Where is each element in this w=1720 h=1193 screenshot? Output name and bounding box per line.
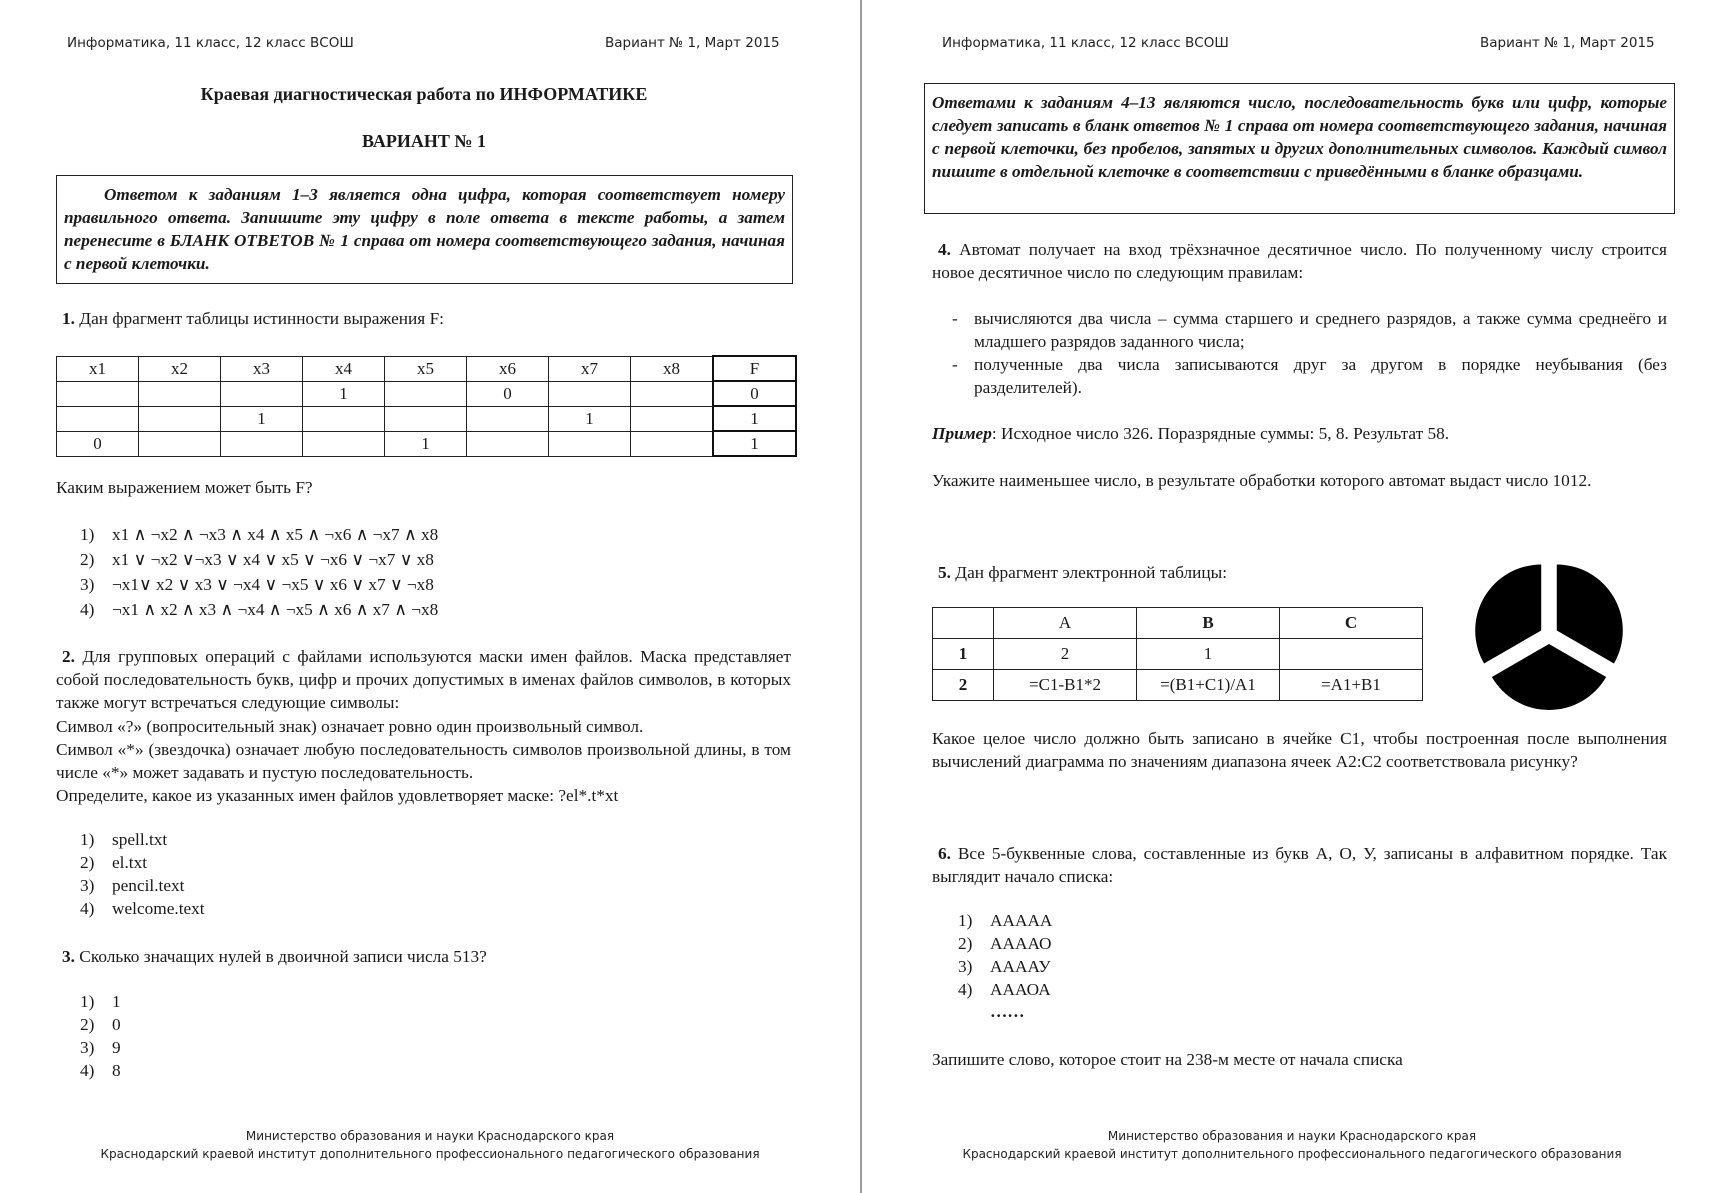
right-page — [864, 0, 1720, 1193]
cell — [139, 431, 221, 456]
th-x1: x1 — [57, 356, 139, 381]
pie-slice-3 — [1475, 565, 1541, 664]
cell-c1 — [1280, 639, 1423, 670]
q6-option-1: 1) ААААА — [958, 911, 1053, 930]
table-row — [933, 670, 1423, 701]
table-row — [57, 406, 797, 431]
q4-example-text: : Исходное число 326. Поразрядные суммы: 5, 8. Результат 58. — [991, 424, 1450, 443]
cell-c2: =A1+B1 — [1280, 670, 1423, 701]
q5-text — [938, 561, 1227, 584]
instruction-box — [924, 83, 1675, 214]
q1-stem: Дан фрагмент таблицы истинности выражения F: — [79, 309, 444, 328]
q1-text — [62, 307, 444, 330]
q2-symbol-question: Символ «?» (вопросительный знак) означает ровно один произвольный символ. — [56, 717, 644, 736]
q1-option-1: 1) x1 ∧ ¬x2 ∧ ¬x3 ∧ x4 ∧ x5 ∧ ¬x6 ∧ ¬x7 ∧ x8 — [80, 525, 439, 544]
page-title: Краевая диагностическая работа по ИНФОРМАТИКЕ — [200, 84, 648, 104]
page-divider — [860, 0, 862, 1193]
header-left: Информатика, 11 класс, 12 класс ВСОШ — [67, 35, 354, 51]
q2-text — [56, 645, 791, 714]
th-f: F — [713, 356, 796, 381]
cell — [139, 381, 221, 406]
cell: 1 — [221, 406, 303, 431]
q6-option-4: 4) АААОА — [958, 980, 1051, 999]
th-x5: x5 — [385, 356, 467, 381]
cell: 1 — [303, 381, 385, 406]
q6-number: 6. — [938, 844, 951, 863]
q2-stem: Для групповых операций с файлами используются маски имен файлов. Маска представляет собой последовательность букв, цифр и прочих допустимых в именах файлов символов, в которых также могут встречаться следующие символы: — [56, 647, 791, 712]
cell — [139, 406, 221, 431]
truth-table-header — [57, 356, 797, 381]
corner-cell — [933, 608, 994, 639]
q4-stem: Автомат получает на вход трёхзначное десятичное число. По полученному числу строится новое десятичное число по следующим правилам: — [932, 240, 1668, 282]
cell: 1 — [549, 406, 631, 431]
row-number: 2 — [933, 670, 994, 701]
cell — [303, 406, 385, 431]
th-x4: x4 — [303, 356, 385, 381]
q6-stem: Все 5-буквенные слова, составленные из букв А, О, У, записаны в алфавитном порядке. Так выглядит начало списка: — [932, 844, 1667, 886]
pie-chart — [1474, 560, 1624, 710]
cell — [385, 381, 467, 406]
q3-option-3: 3) 9 — [80, 1038, 121, 1057]
footer-line-1: Министерство образования и науки Краснодарского края — [245, 1129, 615, 1143]
cell — [221, 381, 303, 406]
cell — [549, 431, 631, 456]
cell: 0 — [467, 381, 549, 406]
q5-number: 5. — [938, 563, 951, 582]
q3-text — [62, 945, 487, 968]
cell-f: 1 — [713, 431, 796, 456]
q6-text — [932, 842, 1667, 888]
q4-bullet-1: - вычисляются два числа – сумма старшего и среднего разрядов, а также сумма среднеёго и младшего разрядов заданного числа; — [952, 309, 1667, 351]
instruction-box — [56, 175, 793, 284]
th-x2: x2 — [139, 356, 221, 381]
cell — [57, 381, 139, 406]
q4-text — [932, 238, 1667, 284]
table-row — [933, 639, 1423, 670]
truth-table — [56, 355, 797, 457]
table-row — [57, 381, 797, 406]
q3-number: 3. — [62, 947, 75, 966]
col-b-header: B — [1137, 608, 1280, 639]
q5-question: Какое целое число должно быть записано в ячейке С1, чтобы построенная после выполнения вычислений диаграмма по значениям диапазона ячеек A2:C2 соответствовала рисунку? — [932, 729, 1667, 771]
cell — [221, 431, 303, 456]
cell: 1 — [385, 431, 467, 456]
spreadsheet-header — [933, 608, 1423, 639]
instruction-text: Ответом к заданиям 1–3 является одна цифра, которая соответствует номеру правильного ответа. Запишите эту цифру в поле ответа в тексте работы, а затем перенесите в БЛАНК ОТВЕТОВ № 1 справа от номера соответствующего задания, начиная с первой клеточки. — [64, 185, 785, 273]
q1-option-3: 3) ¬x1∨ x2 ∨ x3 ∨ ¬x4 ∨ ¬x5 ∨ x6 ∨ x7 ∨ ¬x8 — [80, 575, 434, 594]
q6-option-2: 2) ААААО — [958, 934, 1052, 953]
header-right: Вариант № 1, Март 2015 — [605, 35, 780, 51]
col-a-header: A — [994, 608, 1137, 639]
q6-question: Запишите слово, которое стоит на 238-м месте от начала списка — [932, 1050, 1403, 1069]
row-number: 1 — [933, 639, 994, 670]
th-x7: x7 — [549, 356, 631, 381]
q2-option-3: 3) pencil.text — [80, 876, 185, 895]
q1-number: 1. — [62, 309, 75, 328]
cell-b2: =(B1+C1)/A1 — [1137, 670, 1280, 701]
q2-option-1: 1) spell.txt — [80, 830, 168, 849]
q2-number: 2. — [62, 647, 75, 666]
th-x8: x8 — [631, 356, 714, 381]
col-c-header: C — [1280, 608, 1423, 639]
cell — [303, 431, 385, 456]
pie-slice-2 — [1492, 644, 1606, 710]
footer-line-2: Краснодарский краевой институт дополнительного профессионального педагогического образования — [962, 1147, 1622, 1161]
q3-stem: Сколько значащих нулей в двоичной записи числа 513? — [79, 947, 487, 966]
q4-bullet-2: - полученные два числа записываются друг за другом в порядке неубывания (без разделителей). — [952, 355, 1667, 397]
q1-question: Каким выражением может быть F? — [56, 478, 313, 497]
q4-example — [932, 422, 1449, 445]
q4-example-label: Пример — [932, 424, 992, 443]
q4-question: Укажите наименьшее число, в результате обработки которого автомат выдаст число 1012. — [932, 471, 1592, 490]
q2-option-4: 4) welcome.text — [80, 899, 205, 918]
q4-number: 4. — [938, 240, 951, 259]
q6-ellipsis: …… — [990, 1002, 1025, 1021]
q5-stem: Дан фрагмент электронной таблицы: — [955, 563, 1228, 582]
q1-option-2: 2) x1 ∨ ¬x2 ∨¬x3 ∨ x4 ∨ x5 ∨ ¬x6 ∨ ¬x7 ∨ x8 — [80, 550, 434, 569]
cell — [467, 406, 549, 431]
q3-option-1: 1) 1 — [80, 992, 121, 1011]
q2-option-2: 2) el.txt — [80, 853, 148, 872]
cell-f: 0 — [713, 381, 796, 406]
q3-option-4: 4) 8 — [80, 1061, 121, 1080]
th-x6: x6 — [467, 356, 549, 381]
cell-a1: 2 — [994, 639, 1137, 670]
variant-title: ВАРИАНТ № 1 — [362, 131, 486, 151]
q2-symbol-star: Символ «*» (звездочка) означает любую последовательность символов произвольной длины, в том числе «*» может задавать и пустую последовательность. — [56, 740, 791, 782]
cell — [631, 431, 714, 456]
header-right: Вариант № 1, Март 2015 — [1480, 35, 1655, 51]
footer-line-1: Министерство образования и науки Краснодарского края — [1107, 1129, 1477, 1143]
instruction-text: Ответами к заданиям 4–13 являются число, последовательность букв или цифр, которые следует записать в бланк ответов № 1 справа от номера соответствующего задания, начиная с первой клеточки, без пробелов, запятых и других дополнительных символов. Каждый символ пишите в отдельной клеточке в соответствии с приведёнными в бланке образцами. — [932, 93, 1667, 181]
q6-option-3: 3) ААААУ — [958, 957, 1051, 976]
pie-slice-1 — [1557, 565, 1623, 664]
cell — [57, 406, 139, 431]
th-x3: x3 — [221, 356, 303, 381]
cell — [549, 381, 631, 406]
cell — [467, 431, 549, 456]
q3-option-2: 2) 0 — [80, 1015, 121, 1034]
cell — [385, 406, 467, 431]
cell-b1: 1 — [1137, 639, 1280, 670]
header-left: Информатика, 11 класс, 12 класс ВСОШ — [942, 35, 1229, 51]
cell: 0 — [57, 431, 139, 456]
cell-f: 1 — [713, 406, 796, 431]
cell — [631, 406, 714, 431]
q1-option-4: 4) ¬x1 ∧ x2 ∧ x3 ∧ ¬x4 ∧ ¬x5 ∧ x6 ∧ x7 ∧ ¬x8 — [80, 600, 439, 619]
q2-question: Определите, какое из указанных имен файлов удовлетворяет маске: ?el*.t*xt — [56, 786, 619, 805]
cell-a2: =C1-B1*2 — [994, 670, 1137, 701]
table-row — [57, 431, 797, 456]
footer-line-2: Краснодарский краевой институт дополнительного профессионального педагогического образования — [100, 1147, 760, 1161]
cell — [631, 381, 714, 406]
spreadsheet-table — [932, 607, 1423, 701]
